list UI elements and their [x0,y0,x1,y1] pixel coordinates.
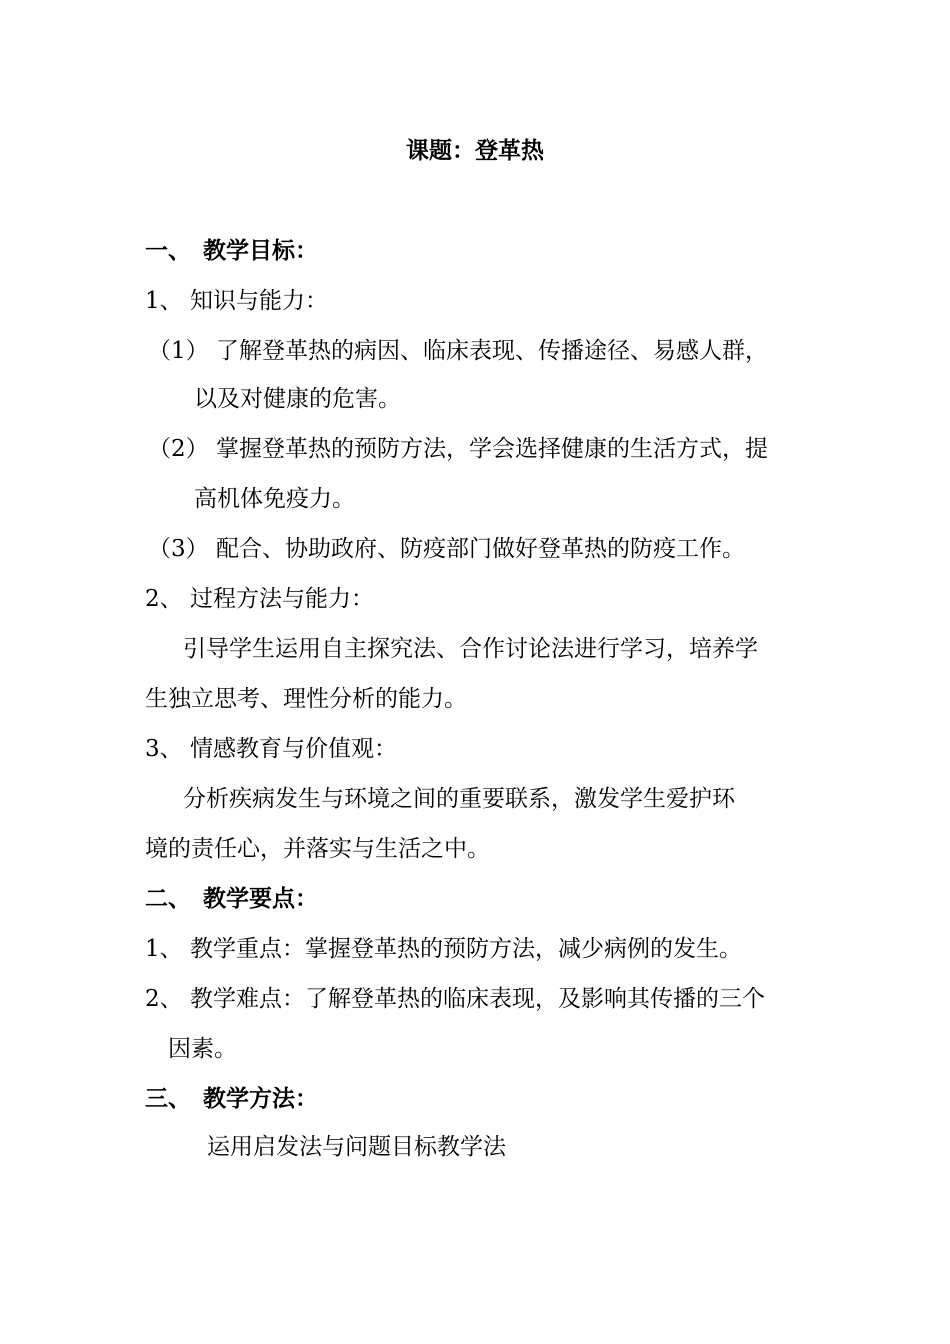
item-1-line-2: 以及对健康的危害。 [194,386,401,412]
sub-1-label: 1、 知识与能力： [145,288,328,314]
item-1-line-1: （1） 了解登革热的病因、临床表现、传播途径、易感人群， [148,338,768,364]
page-title: 课题：登革热 [406,137,544,164]
difficulty-item-line-2: 因素。 [168,1036,237,1062]
section-2-number: 二、 [145,885,191,912]
sub-3-label: 3、 情感教育与价值观： [145,736,397,762]
sub-2-para-line-2: 生独立思考、理性分析的能力。 [145,686,467,712]
section-1-title: 教学目标： [203,237,318,264]
key-point-item: 1、 教学重点：掌握登革热的预防方法，减少病例的发生。 [145,936,742,962]
section-3-title: 教学方法： [203,1085,318,1112]
item-3: （3） 配合、协助政府、防疫部门做好登革热的防疫工作。 [148,536,745,562]
sub-3-para-line-2: 境的责任心，并落实与生活之中。 [145,836,490,862]
item-2-line-2: 高机体免疫力。 [194,486,355,512]
difficulty-item-line-1: 2、 教学难点：了解登革热的临床表现，及影响其传播的三个 [145,986,765,1012]
section-2-title: 教学要点： [203,885,318,912]
item-2-line-1: （2） 掌握登革热的预防方法，学会选择健康的生活方式，提 [148,436,768,462]
section-1-heading [145,236,318,266]
section-3-heading [145,1084,318,1114]
section-3-number: 三、 [145,1085,191,1112]
sub-2-para-line-1: 引导学生运用自主探究法、合作讨论法进行学习，培养学 [183,636,758,662]
section-1-number: 一、 [145,237,191,264]
method-body: 运用启发法与问题目标教学法 [207,1134,506,1160]
sub-3-para-line-1: 分析疾病发生与环境之间的重要联系，激发学生爱护环 [183,786,735,812]
sub-2-label: 2、 过程方法与能力： [145,586,374,612]
section-2-heading [145,884,318,914]
